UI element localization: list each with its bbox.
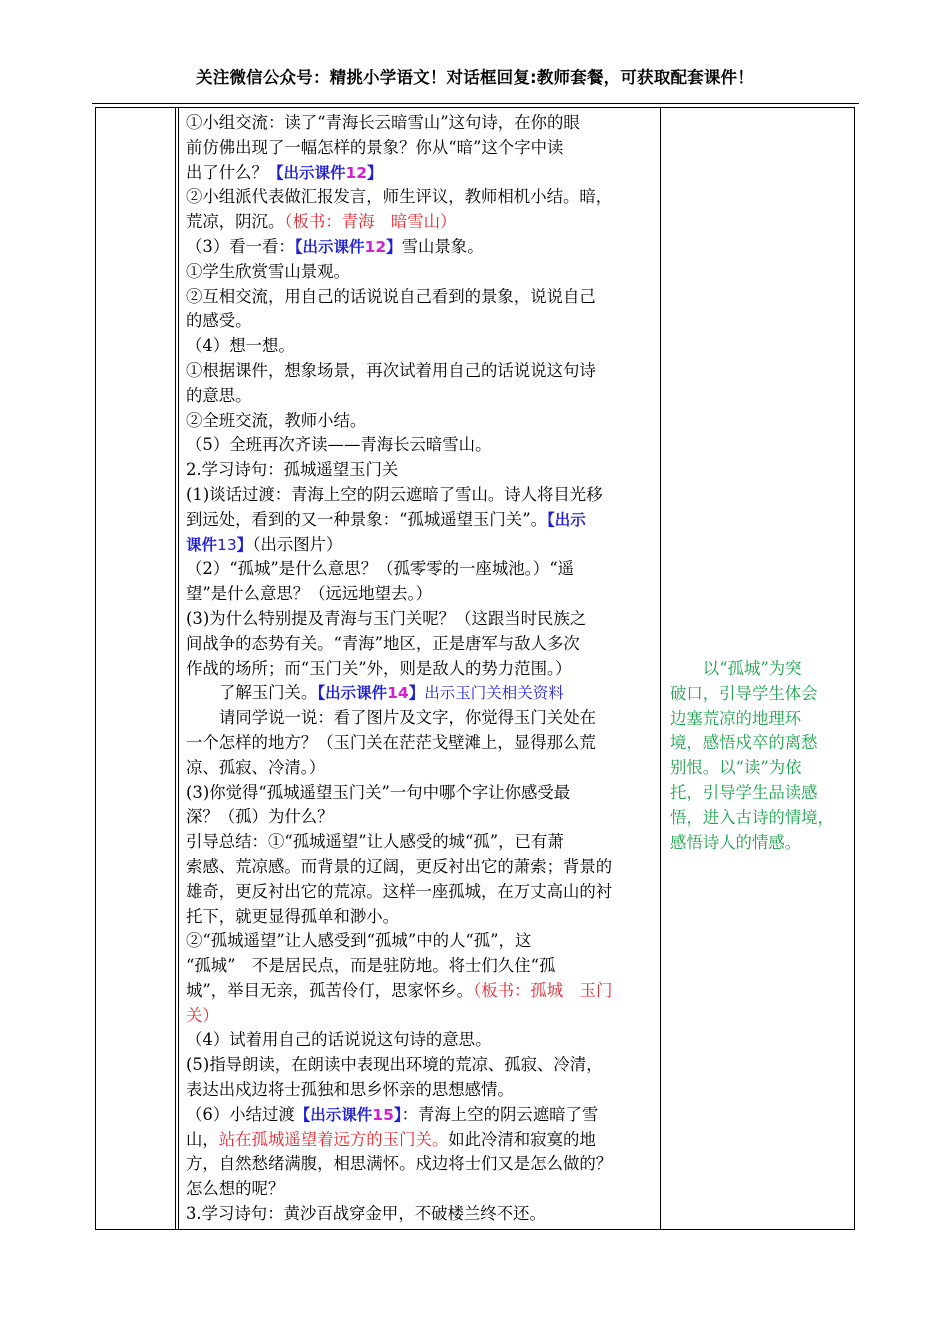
content-line: [186, 533, 662, 558]
content-line: [186, 781, 662, 806]
content-line: [186, 384, 662, 409]
content-line: [186, 1202, 662, 1227]
content-line: [186, 433, 662, 458]
text-run: 】: [367, 163, 383, 182]
text-run: 15: [372, 1105, 394, 1124]
text-run: 】: [236, 535, 253, 554]
text-run: 作战的场所；而“玉门关”外，则是敌人的势力范围。）: [186, 658, 572, 678]
text-run: 14: [387, 684, 409, 703]
content-line: [186, 483, 662, 508]
content-line: [186, 657, 662, 682]
content-line: [186, 334, 662, 359]
text-run: ①小组交流：读了“青海长云暗雪山”这句诗，在你的眼: [186, 113, 580, 132]
content-line: [186, 260, 662, 285]
text-run: 【出示课件: [317, 684, 388, 703]
content-line: [186, 458, 662, 483]
content-line: [186, 309, 662, 334]
content-line: [186, 1152, 662, 1177]
text-run: 到远处，看到的又一种景象：“孤城遥望玉门关”。: [186, 509, 547, 529]
text-run: ①学生欣赏雪山景观。: [186, 261, 350, 281]
content-line: [186, 359, 662, 384]
text-run: 如此冷清和寂寞的地: [448, 1129, 596, 1149]
text-run: 12: [364, 237, 387, 256]
text-run: 2.学习诗句：孤城遥望玉门关: [186, 460, 399, 480]
text-run: 方，自然愁绪满腹，相思满怀。戍边将士们又是怎么做的？: [186, 1154, 613, 1174]
text-run: 引导总结：①“孤城遥望”让人感受的城“孤”，已有萧: [186, 832, 564, 852]
content-line: [186, 1078, 662, 1103]
header-rule: [92, 103, 859, 104]
text-run: （2）“孤城”是什么意思？（孤零零的一座城池。）“遥: [186, 559, 574, 579]
text-run: 的感受。: [186, 311, 252, 331]
text-run: （3）看一看：: [186, 236, 295, 256]
text-run: ②小组派代表做汇报发言，师生评议，教师相机小结。暗，: [186, 187, 613, 207]
note-line: 境，感悟戍卒的离愁: [670, 733, 818, 753]
text-run: 3.学习诗句：黄沙百战穿金甲，不破楼兰终不还。: [186, 1204, 546, 1224]
content-line: [186, 1177, 662, 1202]
text-run: (3)为什么特别提及青海与玉门关呢？（这跟当时民族之: [186, 608, 587, 628]
content-line: [186, 136, 662, 161]
text-run: “孤城” 不是居民点，而是驻防地。将士们久住“孤: [186, 956, 556, 976]
design-intent-column: [670, 657, 854, 855]
text-run: 间战争的态势有关。“青海”地区，正是唐军与敌人多次: [186, 633, 580, 653]
content-line: [186, 880, 662, 905]
text-run: ②互相交流，用自己的话说说自己看到的景象，说说自己: [186, 286, 596, 306]
content-line: [186, 1103, 662, 1128]
text-run: （板书：孤城 玉门: [473, 980, 613, 1000]
text-run: 一个怎样的地方？（玉门关在茫茫戈壁滩上，显得那么荒: [186, 732, 596, 752]
text-run: 】: [386, 237, 402, 256]
text-run: 】: [393, 1105, 402, 1124]
content-line: [186, 1128, 662, 1153]
text-run: 托下，就更显得孤单和渺小。: [186, 906, 400, 926]
content-line: [186, 681, 662, 706]
text-run: 出示玉门关相关资料: [424, 684, 564, 703]
content-line: [186, 756, 662, 781]
text-run: 【出示: [546, 510, 586, 529]
text-run: 前仿佛出现了一幅怎样的景象？你从“暗”这个字中读: [186, 137, 564, 157]
text-run: 表达出戍边将士孤独和思乡怀亲的思想感情。: [186, 1080, 514, 1100]
text-run: 荒凉，阴沉。: [186, 212, 285, 232]
text-run: 【出示课件: [294, 237, 365, 256]
content-line: [186, 111, 662, 136]
content-line: [186, 185, 662, 210]
note-line: 托，引导学生品读感: [670, 782, 818, 802]
text-run: （6）小结过渡: [186, 1104, 295, 1124]
content-line: [186, 632, 662, 657]
content-line: [186, 235, 662, 260]
note-line: 悟，进入古诗的情境，: [670, 807, 834, 827]
content-line: [186, 1004, 662, 1029]
content-line: [186, 285, 662, 310]
text-run: （4）试着用自己的话说说这句诗的意思。: [186, 1030, 492, 1050]
content-line: [186, 409, 662, 434]
text-run: 站在孤城遥望着远方的玉门关。: [218, 1129, 449, 1149]
text-run: 13: [217, 535, 237, 554]
note-line: 破口，引导学生体会: [670, 683, 818, 703]
content-line: [186, 855, 662, 880]
text-run: （4）想一想。: [186, 336, 295, 356]
text-run: 怎么想的呢？: [186, 1179, 285, 1199]
content-line: [186, 731, 662, 756]
content-line: [186, 508, 662, 533]
text-run: 山，: [186, 1129, 219, 1149]
text-run: 出了什么？: [186, 162, 268, 182]
teaching-content-column: [186, 111, 662, 1227]
page-header: 关注微信公众号：精挑小学语文！对话框回复:教师套餐，可获取配套课件！: [196, 68, 754, 87]
text-run: 城”，举目无亲，孤苦伶仃，思家怀乡。: [186, 980, 474, 1000]
text-run: 雪山景象。: [401, 236, 484, 256]
content-line: [186, 1028, 662, 1053]
content-line: [186, 954, 662, 979]
note-line: 感悟诗人的情感。: [670, 832, 802, 852]
content-line: [186, 582, 662, 607]
text-run: (3)你觉得“孤城遥望玉门关”一句中哪个字让你感受最: [186, 782, 571, 802]
text-run: 【出示课件: [294, 1105, 373, 1124]
text-run: 索感、荒凉感。而背景的辽阔，更反衬出它的萧索；背景的: [186, 856, 613, 876]
content-line: [186, 607, 662, 632]
text-run: 的意思。: [186, 385, 252, 405]
note-line: 别恨。以“读”为依: [670, 758, 802, 778]
text-run: 课件: [186, 535, 218, 554]
text-run: ②全班交流，教师小结。: [186, 410, 367, 430]
content-line: [186, 830, 662, 855]
text-run: 】: [408, 684, 425, 703]
text-run: (5)指导朗读，在朗读中表现出环境的荒凉、孤寂、冷清，: [186, 1055, 603, 1075]
content-line: [186, 905, 662, 930]
text-run: 望”是什么意思？（远远地望去。）: [186, 584, 433, 604]
content-line: [186, 706, 662, 731]
text-run: 请同学说一说：看了图片及文字，你觉得玉门关处在: [219, 708, 596, 728]
text-run: （板书：青海 暗雪山）: [284, 212, 457, 232]
text-run: 12: [345, 163, 368, 182]
content-line: [186, 161, 662, 186]
text-run: 深？（孤）为什么？: [186, 807, 334, 827]
text-run: ：青海上空的阴云遮暗了雪: [401, 1104, 599, 1124]
content-line: [186, 210, 662, 235]
content-line: [186, 929, 662, 954]
text-run: ①根据课件，想象场景，再次试着用自己的话说说这句诗: [186, 360, 596, 380]
column-divider-1: [175, 108, 176, 1229]
text-run: (1)谈话过渡：青海上空的阴云遮暗了雪山。诗人将目光移: [186, 484, 603, 504]
text-run: 凉、孤寂、冷清。）: [186, 757, 326, 777]
content-line: [186, 805, 662, 830]
text-run: 关）: [186, 1005, 219, 1025]
text-run: 【出示课件: [267, 163, 346, 182]
content-line: [186, 1053, 662, 1078]
text-run: 雄奇，更反衬出它的荒凉。这样一座孤城，在万丈高山的衬: [186, 881, 613, 901]
content-line: [186, 979, 662, 1004]
column-divider-1b: [178, 108, 179, 1229]
text-run: （5）全班再次齐读——青海长云暗雪山。: [186, 435, 492, 455]
note-line: 边塞荒凉的地理环: [670, 708, 802, 728]
text-run: ②“孤城遥望”让人感受到“孤城”中的人“孤”，这: [186, 931, 532, 951]
text-run: 了解玉门关。: [219, 683, 318, 703]
note-line: 以“孤城”为突: [670, 659, 802, 678]
content-line: [186, 557, 662, 582]
text-run: （出示图片）: [252, 534, 343, 554]
